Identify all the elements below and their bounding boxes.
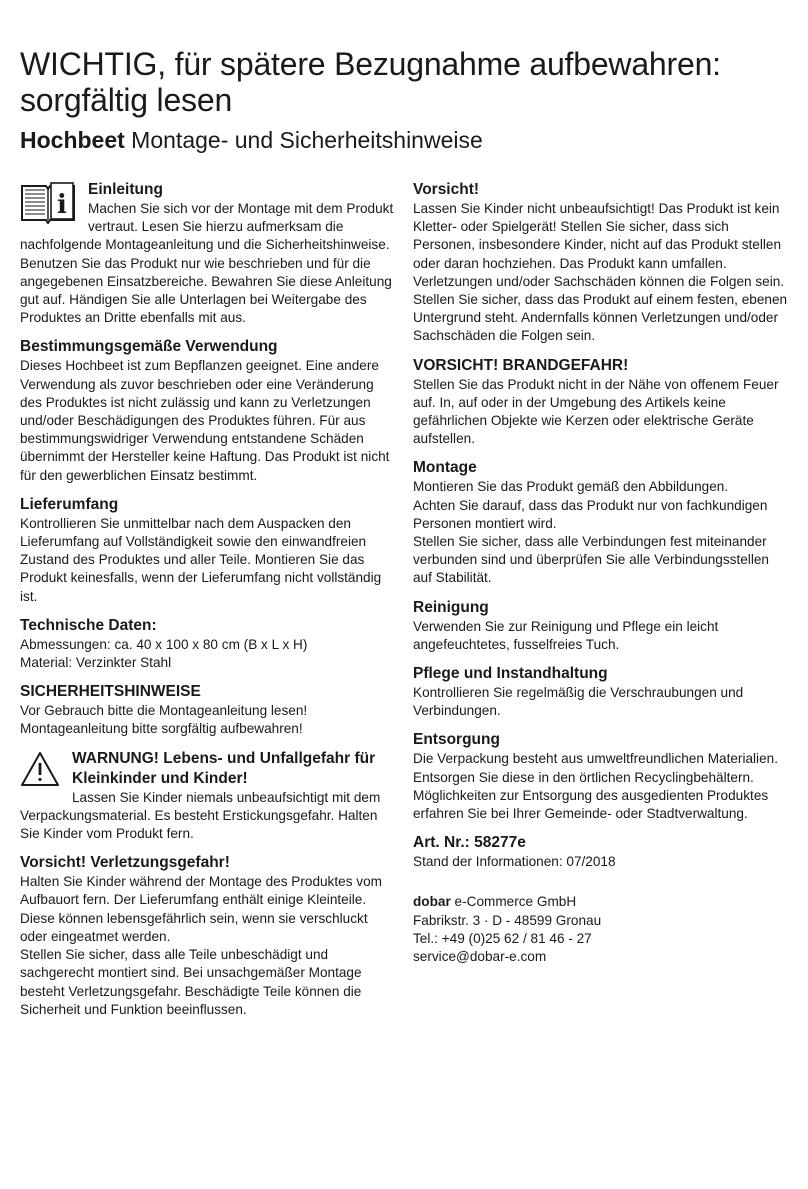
document-header xyxy=(20,46,790,154)
reinigung-text: Verwenden Sie zur Reinigung und Pflege ein leicht angefeuchtetes, fusselfreies Tuch. xyxy=(413,618,719,652)
company-address: Fabrikstr. 3 · D - 48599 Gronau xyxy=(413,912,602,928)
verletzung-text-2: Stellen Sie sicher, dass alle Teile unbeschädigt und sachgerecht montiert sind. Bei unsachgemäßer Montage besteht Verletzungsgefahr. Beschädigte Teile können die Sicherheit und Funktion beeinflussen. xyxy=(20,947,362,1017)
section-verwendung xyxy=(20,337,395,484)
section-verletzungsgefahr xyxy=(20,853,395,1019)
page-title xyxy=(20,46,790,118)
montage-line-1: Montieren Sie das Produkt gemäß den Abbildungen. xyxy=(413,479,729,495)
company-name xyxy=(413,893,790,911)
heading-reinigung: Reinigung xyxy=(413,598,489,616)
montage-line-3: Stellen Sie sicher, dass alle Verbindungen fest miteinander verbunden sind und überprüfen Sie alle Verbindungsstellen auf Stabilität. xyxy=(413,534,769,586)
title-line-1: WICHTIG, für spätere Bezugnahme aufbewahren: xyxy=(20,46,721,82)
heading-brandgefahr: VORSICHT! BRANDGEFAHR! xyxy=(413,356,629,374)
section-entsorgung xyxy=(413,730,790,823)
heading-warnung: WARNUNG! Lebens- und Unfallgefahr für Kleinkinder und Kinder! xyxy=(72,749,376,787)
sicherheit-line-1: Vor Gebrauch bitte die Montageanleitung lesen! xyxy=(20,703,308,719)
product-subtitle xyxy=(20,126,790,154)
heading-entsorgung: Entsorgung xyxy=(413,731,500,749)
material-text: Material: Verzinkter Stahl xyxy=(20,655,172,671)
section-lieferumfang xyxy=(20,495,395,606)
vorsicht-text-1: Lassen Sie Kinder nicht unbeaufsichtigt! Das Produkt ist kein Kletter- oder Spielgerät! Stellen Sie sicher, dass sich Personen, insbesondere Kinder, nicht auf das Produkt stellen oder daran hochziehen. Das Produkt kann umfallen. Verletzungen und/oder Sachschäden können die Folgen sein. xyxy=(413,201,785,289)
section-company xyxy=(413,893,790,966)
right-column xyxy=(413,180,790,976)
company-brand: dobar xyxy=(413,894,451,910)
heading-verletzungsgefahr: Vorsicht! Verletzungsgefahr! xyxy=(20,854,230,872)
verletzung-text-1: Halten Sie Kinder während der Montage des Produktes vom Aufbauort fern. Der Lieferumfang enthält einige Kleinteile. Diese können lebensgefährlich sein, wenn sie verschluckt oder eingeatmet werden. xyxy=(20,874,382,944)
product-name: Hochbeet xyxy=(20,127,125,153)
heading-sicherheitshinweise: SICHERHEITSHINWEISE xyxy=(20,683,201,701)
heading-lieferumfang: Lieferumfang xyxy=(20,495,119,513)
entsorgung-text: Die Verpackung besteht aus umweltfreundlichen Materialien. Entsorgen Sie diese in den örtlichen Recyclingbehältern. Möglichkeiten zur Entsorgung des ausgedienten Produktes erfahren Sie bei Ihrer Gemeinde- oder Stadtverwaltung. xyxy=(413,751,778,822)
section-technische-daten xyxy=(20,616,395,672)
warning-triangle-icon xyxy=(20,751,60,787)
heading-vorsicht: Vorsicht! xyxy=(413,181,480,198)
section-vorsicht xyxy=(413,180,790,346)
section-warnung xyxy=(20,749,395,844)
heading-pflege: Pflege und Instandhaltung xyxy=(413,665,608,683)
left-column xyxy=(20,180,395,1029)
info-date: Stand der Informationen: 07/2018 xyxy=(413,854,616,870)
brand-text: Stellen Sie das Produkt nicht in der Nähe von offenem Feuer auf. In, auf oder in der Umgebung des Artikels keine gefährlichen Objekte wie Kerzen oder elektrische Geräte aufstellen. xyxy=(413,376,779,447)
heading-montage: Montage xyxy=(413,459,477,477)
section-reinigung xyxy=(413,598,790,654)
vorsicht-text-2: Stellen Sie sicher, dass das Produkt auf einem festen, ebenen Untergrund steht. Andernfalls können Verletzungen und/oder Sachschäden die Folgen sein. xyxy=(413,292,788,344)
heading-technische-daten: Technische Daten: xyxy=(20,616,157,634)
einleitung-text: nachfolgende Montageanleitung und die Sicherheitshinweise. Benutzen Sie das Produkt nur wie beschrieben und für die angegebenen Einsatzbereiche. Bewahren Sie diese Anleitung gut auf. Händigen Sie alle Unterlagen bei Weitergabe des Produktes an Dritte ebenfalls mit aus. xyxy=(20,237,392,326)
company-name-rest: e-Commerce GmbH xyxy=(450,894,577,910)
section-sicherheitshinweise xyxy=(20,682,395,738)
verwendung-text: Dieses Hochbeet ist zum Bepflanzen geeignet. Eine andere Verwendung als zuvor beschrieben oder eine Veränderung des Produktes ist nicht zulässig und kann zu Verletzungen und/oder Beschädigungen des Produktes führen. Für aus bestimmungswidriger Verwendung entstandene Schäden übernimmt der Hersteller keine Haftung. Das Produkt ist nicht für den gewerblichen Einsatz bestimmt. xyxy=(20,358,390,483)
section-montage xyxy=(413,458,790,587)
heading-einleitung: Einleitung xyxy=(88,181,163,198)
section-artikel xyxy=(413,833,790,871)
warnung-text: Verpackungsmaterial. Es besteht Erstickungsgefahr. Halten Sie Kinder vom Produkt fern. xyxy=(20,807,378,842)
article-number: Art. Nr.: 58277e xyxy=(413,834,526,852)
section-brandgefahr xyxy=(413,356,790,449)
title-line-2: sorgfältig lesen xyxy=(20,82,233,118)
abmessungen-text: Abmessungen: ca. 40 x 100 x 80 cm (B x L x H) xyxy=(20,636,308,652)
svg-text:i: i xyxy=(57,190,67,220)
company-phone: Tel.: +49 (0)25 62 / 81 46 - 27 xyxy=(413,930,592,946)
montage-line-2: Achten Sie darauf, dass das Produkt nur von fachkundigen Personen montiert wird. xyxy=(413,497,768,531)
section-einleitung xyxy=(20,180,395,327)
info-book-icon xyxy=(20,182,76,224)
section-pflege xyxy=(413,664,790,720)
einleitung-text-indent: Machen Sie sich vor der Montage mit dem Produkt vertraut. Lesen Sie hierzu aufmerksam die xyxy=(88,201,394,235)
company-email: service@dobar-e.com xyxy=(413,949,547,965)
lieferumfang-text: Kontrollieren Sie unmittelbar nach dem Auspacken den Lieferumfang auf Vollständigkeit sowie den einwandfreien Zustand des Produktes und aller Teile. Montieren Sie das Produkt keinesfalls, wenn der Lieferumfang nicht vollständig ist. xyxy=(20,515,382,604)
subtitle-rest: Montage- und Sicherheitshinweise xyxy=(124,127,483,153)
sicherheit-line-2: Montageanleitung bitte sorgfältig aufbewahren! xyxy=(20,721,303,737)
warnung-text-indent: Lassen Sie Kinder niemals unbeaufsichtigt mit dem xyxy=(72,789,381,805)
heading-verwendung: Bestimmungsgemäße Verwendung xyxy=(20,338,278,356)
pflege-text: Kontrollieren Sie regelmäßig die Verschraubungen und Verbindungen. xyxy=(413,685,744,719)
